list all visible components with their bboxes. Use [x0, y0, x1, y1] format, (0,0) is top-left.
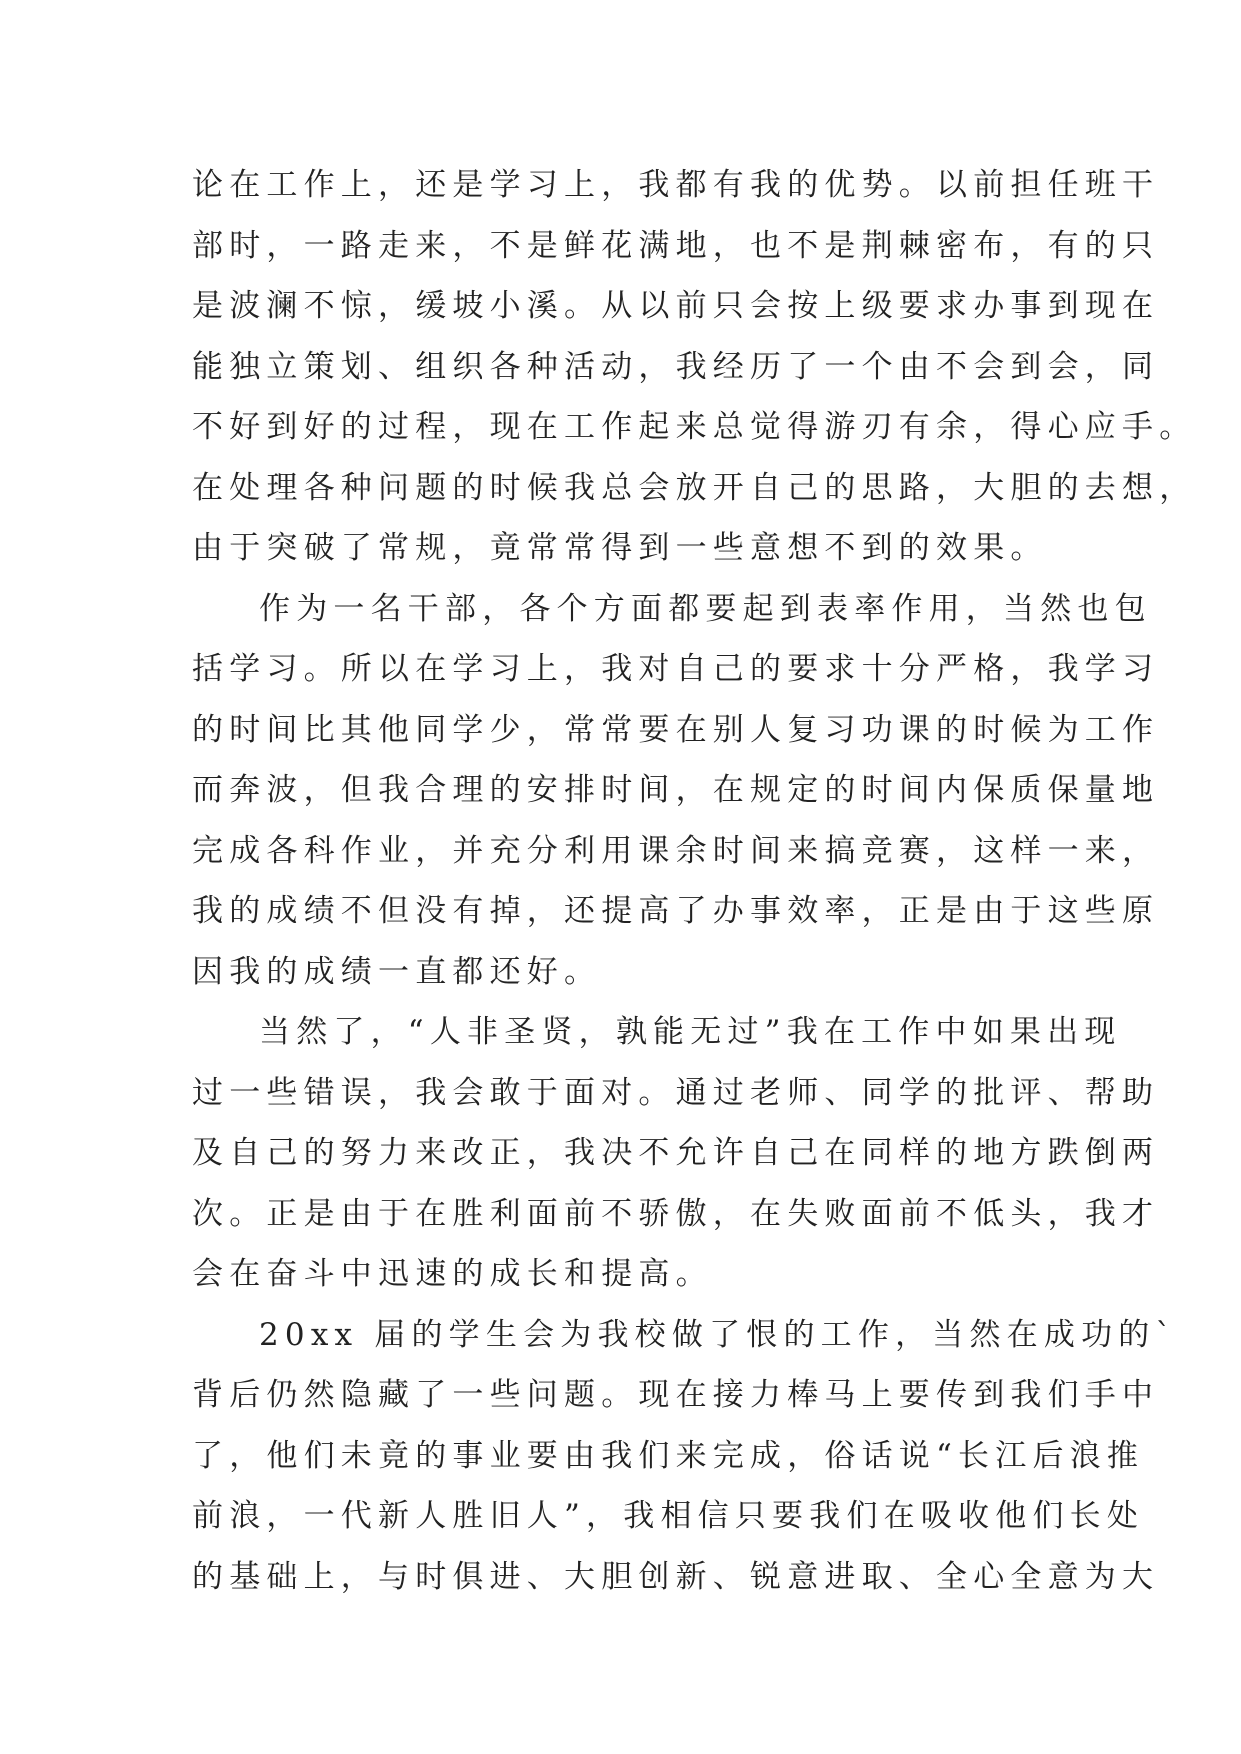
text-line: 而奔波，但我合理的安排时间，在规定的时间内保质保量地: [192, 772, 1160, 808]
text-line: 能独立策划、组织各种活动，我经历了一个由不会到会，同: [192, 348, 1160, 385]
text-line: 在处理各种问题的时候我总会放开自己的思路，大胆的去想，: [192, 469, 1197, 506]
text-line: 了，他们未竟的事业要由我们来完成，俗话说“长江后浪推: [192, 1437, 1145, 1474]
text-line: 的基础上，与时俱进、大胆创新、锐意进取、全心全意为大: [192, 1558, 1160, 1595]
text-line: 前浪，一代新人胜旧人”，我相信只要我们在吸收他们长处: [192, 1498, 1145, 1534]
text-line: 因我的成绩一直都还好。: [192, 953, 602, 990]
text-line: 的时间比其他同学少，常常要在别人复习功课的时候为工作: [192, 711, 1160, 748]
text-line: 我的成绩不但没有掉，还提高了办事效率，正是由于这些原: [192, 893, 1160, 929]
text-line: 论在工作上，还是学习上，我都有我的优势。以前担任班干: [192, 167, 1160, 203]
text-line: 完成各科作业，并充分利用课余时间来搞竞赛，这样一来，: [192, 832, 1160, 869]
body-text: [192, 155, 1197, 1607]
text-line: 不好到好的过程，现在工作起来总觉得游刃有余，得心应手。: [192, 409, 1197, 445]
text-line: 部时，一路走来，不是鲜花满地，也不是荆棘密布，有的只: [192, 227, 1160, 264]
text-line: 次。正是由于在胜利面前不骄傲，在失败面前不低头，我才: [192, 1195, 1160, 1232]
paragraph-first-line: 作为一名干部，各个方面都要起到表率作用，当然也包: [259, 590, 1152, 627]
text-line: 由于突破了常规，竟常常得到一些意想不到的效果。: [192, 530, 1048, 566]
paragraph-first-line: 20xx 届的学生会为我校做了恨的工作，当然在成功的`: [259, 1316, 1178, 1353]
text-line: 及自己的努力来改正，我决不允许自己在同样的地方跌倒两: [192, 1135, 1160, 1171]
text-line: 括学习。所以在学习上，我对自己的要求十分严格，我学习: [192, 651, 1160, 687]
text-line: 会在奋斗中迅速的成长和提高。: [192, 1256, 713, 1292]
text-line: 是波澜不惊，缓坡小溪。从以前只会按上级要求办事到现在: [192, 288, 1160, 324]
paragraph-first-line: 当然了，“人非圣贤，孰能无过”我在工作中如果出现: [259, 1014, 1122, 1050]
text-line: 过一些错误，我会敢于面对。通过老师、同学的批评、帮助: [192, 1074, 1160, 1111]
text-line: 背后仍然隐藏了一些问题。现在接力棒马上要传到我们手中: [192, 1377, 1160, 1413]
